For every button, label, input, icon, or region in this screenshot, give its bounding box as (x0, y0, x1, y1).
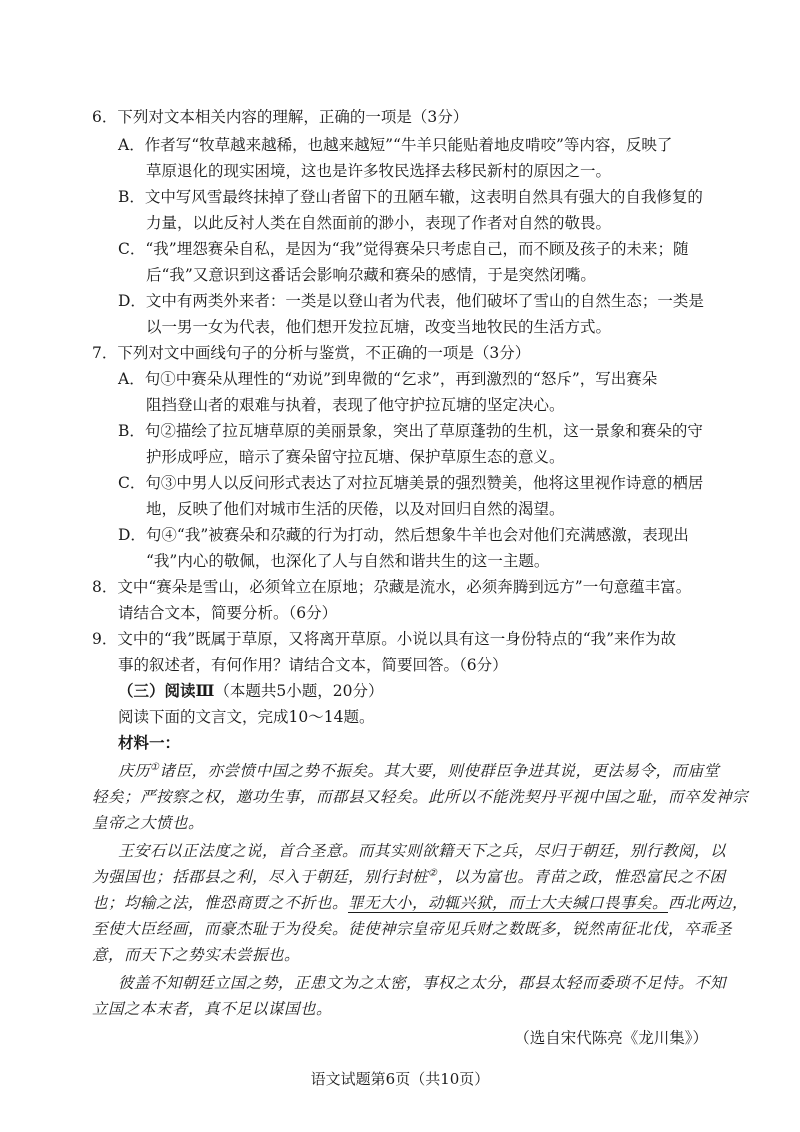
passage-text: ，以为富也。青苗之政，惟恐富民之不困 (437, 868, 726, 886)
q8-line-2: 请结合文本，简要分析。（6分） (118, 604, 338, 622)
underlined-sentence: 罪无大小，动辄兴狱，而士大夫缄口畏事矣。 (348, 894, 669, 912)
passage-source: （选自宋代陈亮《龙川集》） (514, 1029, 708, 1047)
q8-line-1: 8．文中“赛朵是雪山，必须耸立在原地；尕藏是流水，必须奔腾到远方”一句意蕴丰富。 (92, 578, 692, 596)
section-heading-title: （三）阅读Ⅲ (118, 681, 215, 700)
q6-option-b: B．文中写风雪最终抹掉了登山者留下的丑陋车辙，这表明自然具有强大的自我修复的 (118, 188, 703, 206)
footnote-marker: ① (150, 761, 160, 773)
q6-option-a-cont: 草原退化的现实困境，这也是许多牧民选择去移民新村的原因之一。 (146, 162, 612, 180)
passage-text: 庆历 (118, 762, 151, 780)
passage-p2-line-2 (92, 866, 726, 888)
passage-text: 诸臣，亦尝愤中国之势不振矣。其大要，则使群臣争进其说，更法易令，而庙堂 (159, 762, 720, 780)
q7-stem: 7．下列对文中画线句子的分析与鉴赏，不正确的一项是（3分） (92, 344, 531, 362)
passage-p2-line-1: 王安石以正法度之说，首合圣意。而其实则欲籍天下之兵，尽归于朝廷，别行教阅，以 (118, 842, 727, 860)
passage-p1-line-3: 皇帝之大愤也。 (92, 814, 205, 832)
passage-p1-line-2: 轻矣；严按察之权，邀功生事，而郡县又轻矣。此所以不能洗契丹平视中国之耻，而卒发神宗 (92, 788, 749, 806)
q7-option-d: D．句④“我”被赛朵和尕藏的行为打动，然后想象牛羊也会对他们充满感激，表现出 (118, 526, 689, 544)
q6-stem: 6．下列对文本相关内容的理解，正确的一项是（3分） (92, 108, 469, 126)
footnote-marker: ② (428, 867, 438, 879)
passage-p3-line-2: 立国之本末者，真不足以谋国也。 (92, 1000, 333, 1018)
section-heading (118, 680, 383, 702)
q7-option-a-cont: 阻挡登山者的艰难与执着，表现了他守护拉瓦塘的坚定决心。 (146, 396, 565, 414)
passage-p1-line-1 (118, 760, 720, 782)
passage-p3-line-1: 彼盖不知朝廷立国之势，正患文为之太密，事权之太分，郡县太轻而委琐不足恃。不知 (118, 974, 727, 992)
q7-option-d-cont: “我”内心的敬佩，也深化了人与自然和谐共生的这一主题。 (146, 552, 550, 570)
page-footer: 语文试题第6页（共10页） (310, 1070, 490, 1088)
section-heading-note: （本题共5小题，20分） (214, 682, 384, 700)
passage-text: 西北两边， (668, 894, 749, 912)
q9-line-2: 事的叙述者，有何作用？请结合文本，简要回答。（6分） (118, 656, 508, 674)
q7-option-c-cont: 地，反映了他们对城市生活的厌倦，以及对回归自然的渴望。 (146, 500, 565, 518)
q6-option-b-cont: 力量，以此反衬人类在自然面前的渺小，表现了作者对自然的敬畏。 (146, 214, 612, 232)
material-label: 材料一： (118, 733, 181, 752)
q6-option-d: D．文中有两类外来者：一类是以登山者为代表，他们破坏了雪山的自然生态；一类是 (118, 292, 704, 310)
q7-option-c: C．句③中男人以反问形式表达了对拉瓦塘美景的强烈赞美，他将这里视作诗意的栖居 (118, 474, 704, 492)
passage-text: 也；均输之法，惟恐商贾之不折也。 (92, 894, 349, 912)
q9-line-1: 9．文中的“我”既属于草原，又将离开草原。小说以具有这一身份特点的“我”来作为故 (92, 630, 677, 648)
q6-option-c: C．“我”埋怨赛朵自私，是因为“我”觉得赛朵只考虑自己，而不顾及孩子的未来；随 (118, 240, 689, 258)
q7-option-b: B．句②描绘了拉瓦塘草原的美丽景象，突出了草原蓬勃的生机，这一景象和赛朵的守 (118, 422, 703, 440)
passage-text: 为强国也；括郡县之利，尽入于朝廷，别行封桩 (92, 868, 429, 886)
section-instruction: 阅读下面的文言文，完成10～14题。 (118, 708, 375, 726)
passage-p2-line-5: 意，而天下之势实未尝振也。 (92, 946, 301, 964)
passage-p2-line-4: 至使大臣经画，而豪杰耻于为役矣。徒使神宗皇帝见兵财之数既多，锐然南征北伐，卒乖圣 (92, 920, 733, 938)
passage-p2-line-3 (92, 892, 748, 914)
q6-option-c-cont: 后“我”又意识到这番话会影响尕藏和赛朵的感情，于是突然闭嘴。 (146, 266, 596, 284)
q7-option-b-cont: 护形成呼应，暗示了赛朵留守拉瓦塘、保护草原生态的意义。 (146, 448, 565, 466)
q6-option-d-cont: 以一男一女为代表，他们想开发拉瓦塘，改变当地牧民的生活方式。 (146, 318, 612, 336)
q6-option-a: A．作者写“牧草越来越稀，也越来越短”“牛羊只能贴着地皮啃咬”等内容，反映了 (118, 136, 673, 154)
q7-option-a: A．句①中赛朵从理性的“劝说”到卑微的“乞求”，再到激烈的“怒斥”，写出赛朵 (118, 370, 658, 388)
